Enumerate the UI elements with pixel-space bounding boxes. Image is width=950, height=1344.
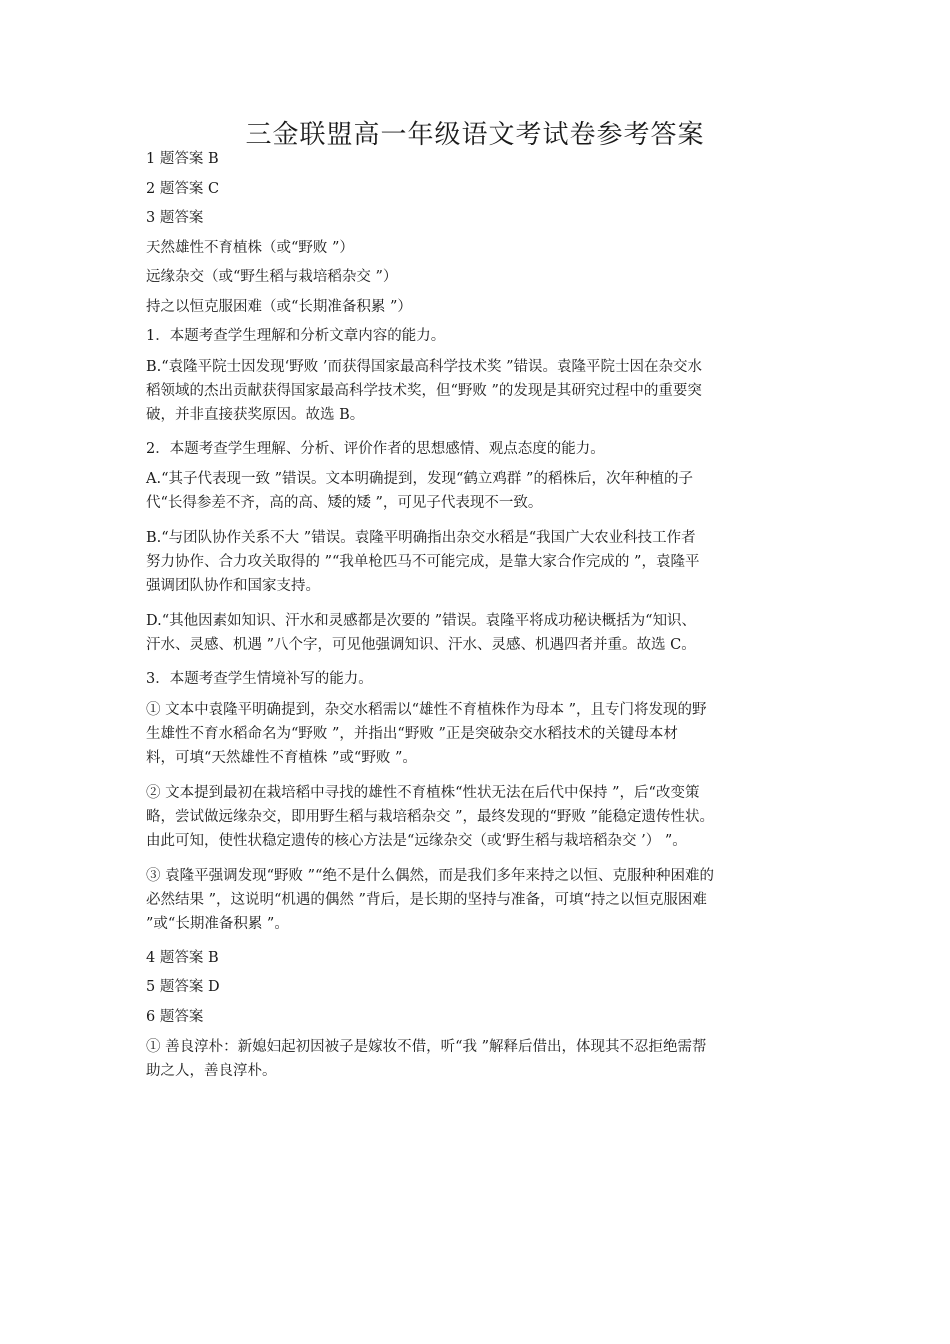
section-2-option-d (146, 609, 826, 657)
answer-line: 3 题答案 (146, 210, 204, 226)
text-line: ③ 袁隆平强调发现“野败 ”“绝不是什么偶然，而是我们多年来持之以恒、克服种种困难的 (146, 867, 714, 884)
section-3-item-3 (146, 864, 826, 936)
section-2-heading: 2．本题考查学生理解、分析、评价作者的思想感情、观点态度的能力。 (146, 440, 605, 457)
answer-line: 6 题答案 (146, 1008, 204, 1025)
answer-line: 4 题答案 B (146, 949, 219, 966)
text-line: ② 文本提到最初在栽培稻中寻找的雄性不育植株“性状无法在后代中保持 ”，后“改变策 (146, 784, 700, 801)
section-6-item-1 (146, 1035, 826, 1083)
text-line: 稻领域的杰出贡献获得国家最高科学技术奖，但“野败 ”的发现是其研究过程中的重要突 (146, 382, 702, 399)
text-line: B.“袁隆平院士因发现‘野败 ’而获得国家最高科学技术奖 ”错误。袁隆平院士因在杂交水 (146, 358, 703, 375)
text-line: 汗水、灵感、机遇 ”八个字，可见他强调知识、汗水、灵感、机遇四者并重。故选 C。 (146, 637, 696, 653)
answer-line: 天然雄性不育植株（或“野败 ”） (146, 239, 354, 256)
text-line: 由此可知，使性状稳定遗传的核心方法是“远缘杂交（或‘野生稻与栽培稻杂交 ’） ”。 (146, 832, 687, 849)
answer-line: 持之以恒克服困难（或“长期准备积累 ”） (146, 298, 412, 315)
text-line: 破，并非直接获奖原因。故选 B。 (146, 406, 365, 423)
section-2-option-a (146, 467, 826, 515)
text-line: 努力协作、合力攻关取得的 ”“我单枪匹马不可能完成，是靠大家合作完成的 ”，袁隆平 (146, 554, 700, 570)
answer-line: 2 题答案 C (146, 180, 220, 197)
section-3-item-1 (146, 698, 826, 770)
answer-line: 远缘杂交（或“野生稻与栽培稻杂交 ”） (146, 269, 398, 285)
text-line: 助之人，善良淳朴。 (146, 1063, 277, 1079)
section-2-option-b (146, 526, 826, 598)
text-line: 代“长得参差不齐，高的高、矮的矮 ”，可见子代表现不一致。 (146, 495, 543, 511)
text-line: 强调团队协作和国家支持。 (146, 578, 320, 594)
text-line: A.“其子代表现一致 ”错误。文本明确提到，发现“鹤立鸡群 ”的稻株后，次年种植的子 (146, 471, 693, 487)
section-1-explanation (146, 355, 826, 427)
text-line: D.“其他因素如知识、汗水和灵感都是次要的 ”错误。袁隆平将成功秘诀概括为“知识、 (146, 613, 697, 629)
section-1-heading: 1．本题考查学生理解和分析文章内容的能力。 (146, 328, 446, 344)
text-line: 生雄性不育水稻命名为“野败 ”，并指出“野败 ”正是突破杂交水稻技术的关键母本材 (146, 725, 678, 742)
section-3-heading: 3．本题考查学生情境补写的能力。 (146, 671, 373, 687)
text-line: ”或“长期准备积累 ”。 (146, 915, 289, 932)
text-line: B.“与团队协作关系不大 ”错误。袁隆平明确指出杂交水稻是“我国广大农业科技工作者 (146, 530, 696, 546)
text-line: 略，尝试做远缘杂交，即用野生稻与栽培稻杂交 ”，最终发现的“野败 ”能稳定遗传性状。 (146, 808, 714, 825)
answer-line: 5 题答案 D (146, 979, 220, 995)
text-line: ① 善良淳朴：新媳妇起初因被子是嫁妆不借，听“我 ”解释后借出，体现其不忍拒绝需帮 (146, 1039, 707, 1055)
document-body (146, 148, 826, 1094)
section-3-item-2 (146, 781, 826, 853)
text-line: 料，可填“天然雄性不育植株 ”或“野败 ”。 (146, 749, 417, 766)
answer-line: 1 题答案 B (146, 151, 219, 167)
text-line: 必然结果 ”，这说明“机遇的偶然 ”背后，是长期的坚持与准备，可填“持之以恒克服困难 (146, 891, 707, 908)
document-title: 三金联盟高一年级语文考试卷参考答案 (245, 120, 705, 150)
text-line: ① 文本中袁隆平明确提到，杂交水稻需以“雄性不育植株作为母本 ”，且专门将发现的野 (146, 701, 707, 718)
